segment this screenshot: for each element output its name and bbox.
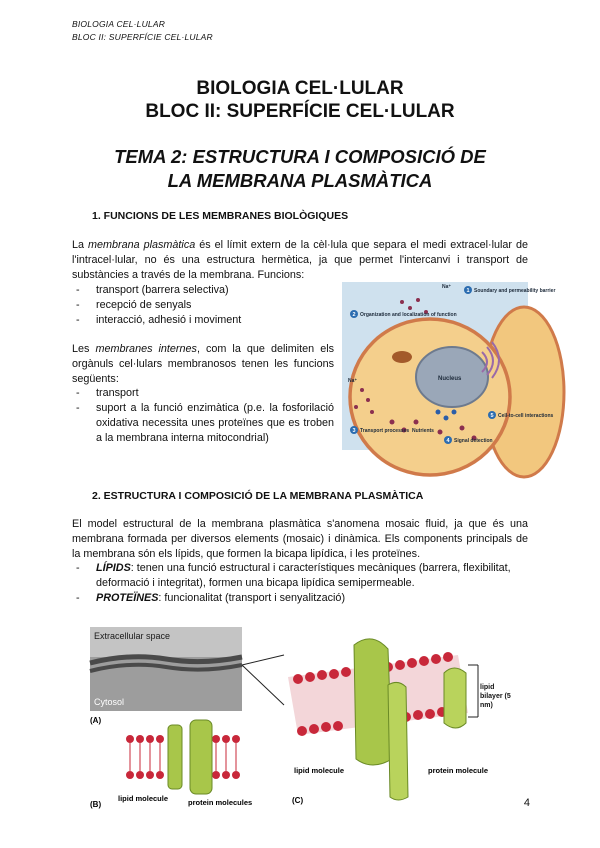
list-item: - transport: [72, 386, 334, 401]
marker-4-number: 4: [446, 438, 450, 444]
page-title-line1: BIOLOGIA CEL·LULAR: [196, 78, 404, 99]
topic-title-line2: LA MEMBRANA PLASMÀTICA: [167, 170, 433, 191]
marker-1-number: 1: [466, 288, 470, 294]
topic-title-line1: TEMA 2: ESTRUCTURA I COMPOSICIÓ DE: [114, 146, 486, 167]
list-item: - recepció de senyals: [72, 298, 332, 313]
panel-b-label: (B): [90, 800, 102, 809]
protein-molecule-label: protein molecule: [428, 766, 489, 775]
list-item: - interacció, adhesió i moviment: [72, 313, 332, 328]
internal-text-rest: , com la que delimiten els orgànuls cel·lulars membranosos tenen les funcions següents:: [72, 343, 334, 385]
marker-2-number: 2: [352, 312, 356, 318]
proteins-term: PROTEÏNES: [96, 592, 159, 604]
panel-c-membrane: [288, 639, 468, 800]
transport-label: Transport processes: [360, 428, 410, 434]
lipid-bilayer-label: lipid bilayer (5 nm): [480, 684, 511, 709]
lipids-text: : tenen una funció estructural i característiques mecàniques (barrera, flexibilitat, deformació i integritat), formen una bicapa lipídica semipermeable.: [96, 562, 511, 589]
membrana-plasmatica-term: membrana plasmàtica: [88, 239, 196, 251]
membrane-functions-list: [72, 283, 332, 328]
panel-c-label: (C): [292, 796, 304, 805]
membranes-internes-term: membranes internes: [95, 343, 197, 355]
nutrients-label: Nutrients: [412, 428, 434, 434]
marker-3-number: 3: [352, 428, 356, 434]
list-item: [72, 561, 528, 591]
components-list: [72, 561, 528, 606]
section1-heading: 1. FUNCIONS DE LES MEMBRANES BIOLÒGIQUES: [92, 210, 349, 222]
boundary-label: Soundary and permeability barrier: [474, 288, 556, 294]
na-label-top: Na⁺: [442, 284, 452, 290]
section1-intro: [72, 238, 528, 283]
internal-functions-list: [72, 386, 334, 446]
lipid-molecule-b-label: lipid molecule: [118, 794, 169, 803]
extracellular-label: Extracellular space: [94, 631, 171, 641]
protein-b-1: [168, 725, 182, 789]
protein-molecules-label: protein molecules: [188, 798, 253, 807]
signal-label: Signal detection: [454, 438, 493, 444]
panel-b-bilayer: [126, 720, 240, 794]
running-header-line2: BLOC II: SUPERFÍCIE CEL·LULAR: [72, 32, 213, 42]
panel-a-label: (A): [90, 716, 102, 725]
organization-label: Organization and localization of function: [360, 312, 457, 318]
proteins-text: : funcionalitat (transport i senyalització): [158, 592, 346, 604]
na-label-left: Na⁺: [348, 378, 358, 384]
internal-membranes-paragraph: [72, 342, 334, 387]
nucleus-label: Nucleus: [438, 376, 462, 382]
intro-text-start: La: [72, 239, 89, 251]
mitochondrion-shape: [392, 351, 412, 363]
lipid-molecule-c-label: lipid molecule: [294, 766, 345, 775]
membrane-functions-figure: [342, 282, 556, 450]
page-title-line2: BLOC II: SUPERFÍCIE CEL·LULAR: [145, 101, 455, 122]
connector-line: [242, 665, 284, 705]
protein-c-2: [388, 682, 408, 800]
internal-text-start: Les: [72, 343, 96, 355]
section2-heading: 2. ESTRUCTURA I COMPOSICIÓ DE LA MEMBRANA PLASMÀTICA: [92, 490, 424, 502]
section2-intro: El model estructural de la membrana plasmàtica s'anomena mosaic fluid, ja que és una membrana formada per diversos elements (mosaic) i dinàmica. Els components principals de la membrana són els lípids, que formen la bicapa lipídica, i les proteïnes.: [72, 518, 528, 560]
cytosol-label: Cytosol: [94, 697, 125, 707]
protein-b-2: [190, 720, 212, 794]
connector-line: [242, 655, 284, 665]
list-item: - transport (barrera selectiva): [72, 283, 332, 298]
list-item: - suport a la funció enzimàtica (p.e. la fosforilació oxidativa necessita unes proteïnes que es troben a la membrana interna mitocondrial): [72, 401, 334, 446]
page-number: 4: [523, 797, 530, 809]
marker-5-number: 5: [490, 413, 494, 419]
cell-cell-label: Cell-to-cell interactions: [498, 413, 554, 419]
running-header-line1: BIOLOGIA CEL·LULAR: [72, 19, 166, 29]
protein-c-3: [444, 668, 466, 728]
membrane-structure-figure: [88, 625, 518, 815]
protein-c-1: [354, 639, 392, 765]
intro-text-rest: és el límit extern de la cèl·lula que separa el medi extracel·lular de l'intracel·lular, no és una estructura hermètica, ja que permet l'intercanvi i transport de substàncies a través de la membrana. Funcions:: [72, 239, 529, 281]
lipids-term: LÍPIDS: [96, 562, 131, 574]
list-item: [72, 591, 528, 606]
